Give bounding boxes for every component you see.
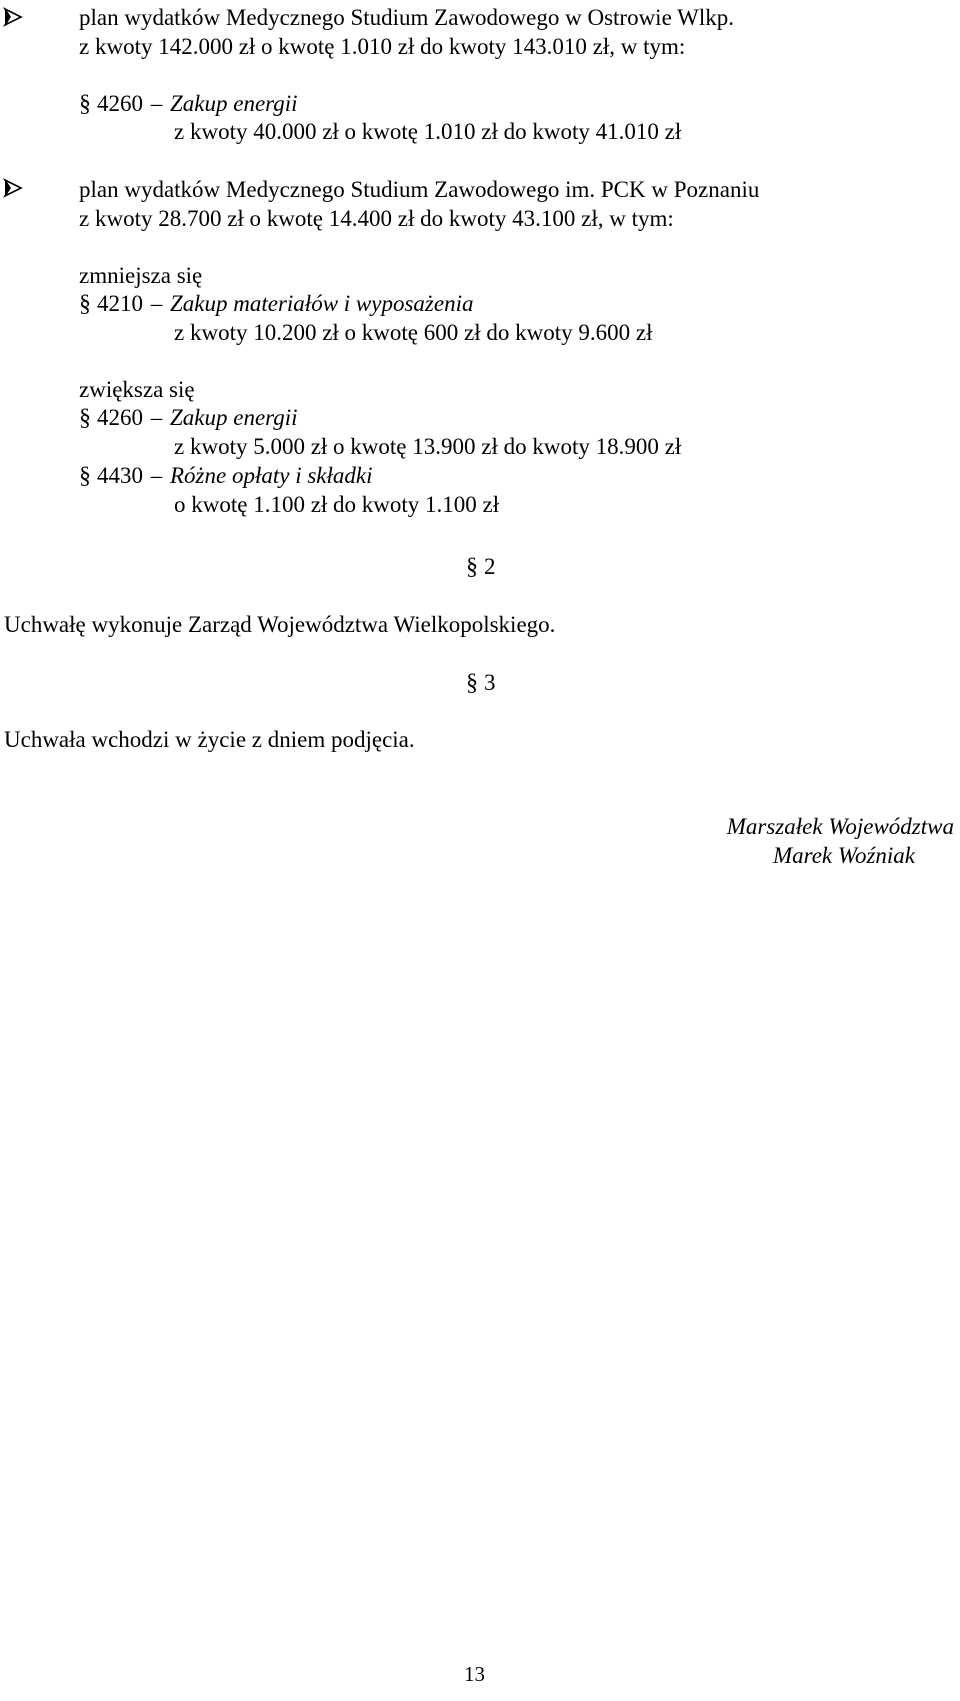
item-code: 4260 <box>97 91 143 116</box>
ostrow-item-4260 <box>79 90 298 118</box>
poznan-item-4260 <box>79 404 298 432</box>
item-dash: – <box>150 463 163 488</box>
poznan-item-4430-amount: o kwotę 1.100 zł do kwoty 1.100 zł <box>174 492 500 517</box>
item-dash: – <box>150 291 163 316</box>
ostrow-section-title: plan wydatków Medycznego Studium Zawodowego w Ostrowie Wlkp. <box>79 5 734 30</box>
signature-name: Marek Woźniak <box>772 843 915 868</box>
section-sign: § <box>79 291 91 317</box>
poznan-item-4210 <box>79 290 473 318</box>
paragraph-3-heading <box>466 669 496 697</box>
item-code: 4430 <box>97 463 143 488</box>
item-name: Zakup energii <box>170 405 298 430</box>
section-sign: § <box>466 670 478 696</box>
arrow-bullet-icon <box>3 178 23 198</box>
item-dash: – <box>150 91 163 116</box>
paragraph-2-heading <box>466 553 496 581</box>
paragraph-number: 3 <box>484 670 496 695</box>
paragraph-2-text: Uchwałę wykonuje Zarząd Województwa Wielkopolskiego. <box>4 612 556 637</box>
section-sign: § <box>466 554 478 580</box>
item-dash: – <box>150 405 163 430</box>
item-code: 4260 <box>97 405 143 430</box>
item-name: Różne opłaty i składki <box>170 463 373 488</box>
signature-title: Marszałek Województwa <box>726 814 954 839</box>
ostrow-section-amount: z kwoty 142.000 zł o kwotę 1.010 zł do kwoty 143.010 zł, w tym: <box>79 34 686 59</box>
item-name: Zakup materiałów i wyposażenia <box>170 291 474 316</box>
poznan-increase-label: zwiększa się <box>79 377 195 402</box>
item-name: Zakup energii <box>170 91 298 116</box>
ostrow-item-4260-amount: z kwoty 40.000 zł o kwotę 1.010 zł do kwoty 41.010 zł <box>174 119 682 144</box>
poznan-item-4260-amount: z kwoty 5.000 zł o kwotę 13.900 zł do kwoty 18.900 zł <box>174 434 682 459</box>
section-sign: § <box>79 463 91 489</box>
item-code: 4210 <box>97 291 143 316</box>
paragraph-number: 2 <box>484 554 496 579</box>
poznan-item-4430 <box>79 462 373 490</box>
section-sign: § <box>79 91 91 117</box>
paragraph-3-text: Uchwała wchodzi w życie z dniem podjęcia. <box>4 727 415 752</box>
poznan-section-title: plan wydatków Medycznego Studium Zawodowego im. PCK w Poznaniu <box>79 177 760 202</box>
page-number: 13 <box>464 1662 485 1686</box>
poznan-decrease-label: zmniejsza się <box>79 263 203 288</box>
poznan-item-4210-amount: z kwoty 10.200 zł o kwotę 600 zł do kwoty 9.600 zł <box>174 320 653 345</box>
poznan-section-amount: z kwoty 28.700 zł o kwotę 14.400 zł do kwoty 43.100 zł, w tym: <box>79 206 674 231</box>
section-sign: § <box>79 405 91 431</box>
arrow-bullet-icon <box>3 7 23 27</box>
